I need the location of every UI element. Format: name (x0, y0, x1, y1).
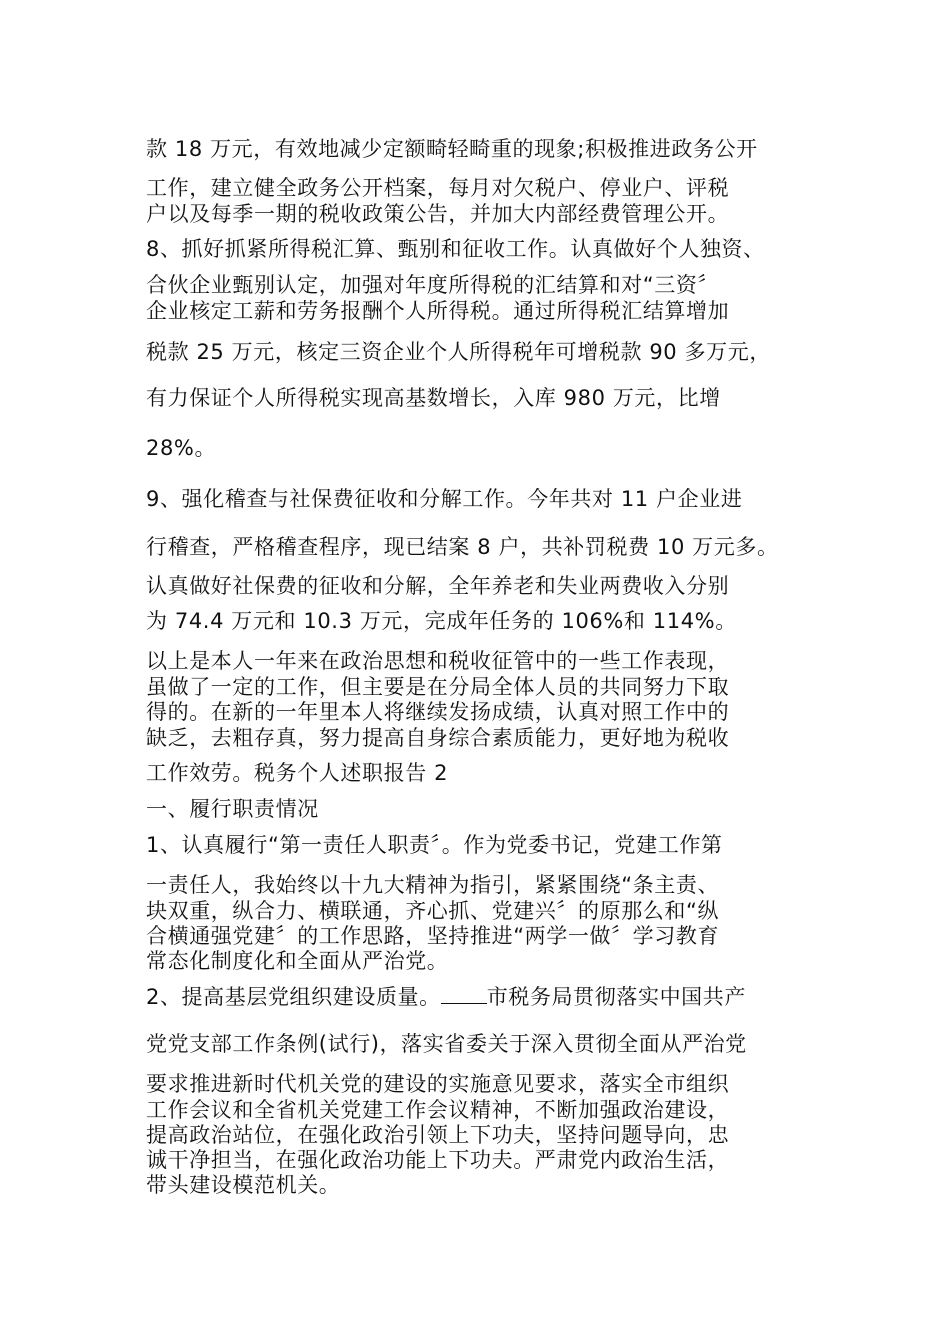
text-line: 户以及每季一期的税收政策公告，并加大内部经费管理公开。 (146, 202, 730, 226)
text-segment: 市税务局贯彻落实中国共产 (486, 985, 746, 1009)
text-line: 一责任人，我始终以十九大精神为指引，紧紧围绕“条主责、 (146, 873, 720, 897)
text-line: 虽做了一定的工作，但主要是在分局全体人员的共同努力下取 (146, 675, 730, 699)
text-line: 为 74.4 万元和 10.3 万元，完成年任务的 106%和 114%。 (146, 609, 737, 633)
text-line: 工作效劳。税务个人述职报告 2 (146, 761, 449, 785)
text-line: 块双重，纵合力、横联通，齐心抓、党建兴〞的原那么和“纵 (146, 899, 720, 923)
text-line: 行稽查，严格稽查程序，现已结案 8 户，共补罚税费 10 万元多。 (146, 535, 779, 559)
text-line: 合横通强党建〞的工作思路，坚持推进“两学一做〞学习教育 (146, 924, 720, 948)
text-line (146, 984, 846, 1010)
text-line: 8、抓好抓紧所得税汇算、甄别和征收工作。认真做好个人独资、 (146, 237, 765, 261)
text-line: 28%。 (146, 436, 217, 460)
text-line: 有力保证个人所得税实现高基数增长，入库 980 万元，比增 (146, 386, 721, 410)
text-line: 得的。在新的一年里本人将继续发扬成绩，认真对照工作中的 (146, 700, 730, 724)
text-line: 工作会议和全省机关党建工作会议精神，不断加强政治建设， (146, 1098, 730, 1122)
text-segment: 2、提高基层党组织建设质量。 (146, 985, 441, 1009)
text-line: 税款 25 万元，核定三资企业个人所得税年可增税款 90 多万元， (146, 340, 771, 364)
text-line: 认真做好社保费的征收和分解，全年养老和失业两费收入分别 (146, 574, 730, 598)
text-line: 常态化制度化和全面从严治党。 (146, 949, 449, 973)
text-line: 工作，建立健全政务公开档案，每月对欠税户、停业户、评税 (146, 176, 730, 200)
text-line: 党党支部工作条例(试行)，落实省委关于深入贯彻全面从严治党 (146, 1032, 747, 1056)
text-line: 缺乏，去粗存真，努力提高自身综合素质能力，更好地为税收 (146, 726, 730, 750)
text-line: 合伙企业甄别认定，加强对年度所得税的汇结算和对“三资〞 (146, 273, 720, 297)
text-line: 带头建设模范机关。 (146, 1173, 341, 1197)
text-line: 1、认真履行“第一责任人职责〞。作为党委书记，党建工作第 (146, 833, 723, 857)
text-line: 款 18 万元，有效地减少定额畸轻畸重的现象;积极推进政务公开 (146, 137, 758, 161)
fill-in-blank (441, 985, 487, 1004)
text-line: 要求推进新时代机关党的建设的实施意见要求，落实全市组织 (146, 1072, 730, 1096)
text-line: 9、强化稽查与社保费征收和分解工作。今年共对 11 户企业进 (146, 487, 743, 511)
text-line: 企业核定工薪和劳务报酬个人所得税。通过所得税汇结算增加 (146, 299, 730, 323)
section-heading: 一、履行职责情况 (146, 797, 319, 821)
text-line: 以上是本人一年来在政治思想和税收征管中的一些工作表现， (146, 649, 730, 673)
text-line: 诚干净担当，在强化政治功能上下功夫。严肃党内政治生活， (146, 1148, 730, 1172)
text-line: 提高政治站位，在强化政治引领上下功夫，坚持问题导向，忠 (146, 1123, 730, 1147)
